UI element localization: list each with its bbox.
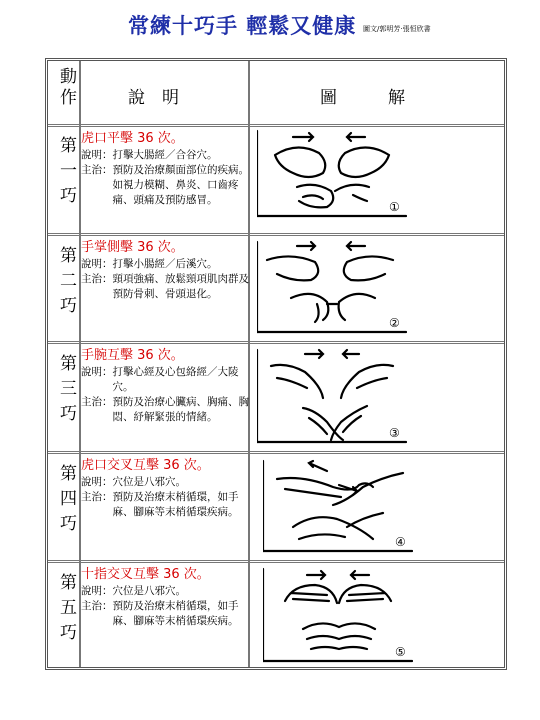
credit-line: 圖文/郭明芳‧張恒欣書 bbox=[363, 25, 431, 33]
figure-number: ④ bbox=[395, 535, 406, 549]
explain-label: 說明： bbox=[81, 258, 113, 270]
row-divider bbox=[48, 233, 504, 236]
row-description bbox=[81, 566, 249, 629]
treat-text: 預防及治療末梢循環，如手麻、腳麻等末梢循環疾病。 bbox=[112, 491, 239, 518]
figure-number: ① bbox=[389, 200, 400, 214]
row-divider bbox=[48, 560, 504, 563]
figure-number: ② bbox=[389, 316, 400, 330]
explain-label: 說明： bbox=[81, 149, 113, 161]
explain-label: 說明： bbox=[81, 366, 113, 378]
row-description bbox=[81, 457, 249, 520]
illustration-3 bbox=[257, 348, 407, 446]
row-divider bbox=[48, 124, 504, 127]
explain-text: 打擊小腸經／后溪穴。 bbox=[112, 258, 218, 270]
page-title: 常練十巧手 輕鬆又健康 bbox=[128, 14, 357, 38]
illustration-2 bbox=[257, 238, 407, 336]
treat-text: 預防及治療末梢循環，如手麻、腳麻等末梢循環疾病。 bbox=[112, 600, 239, 627]
treat-label: 主治： bbox=[81, 396, 113, 408]
action-label: 第三巧 bbox=[56, 354, 76, 429]
treat-text: 預防及治療顏面部位的疾病。如視力模糊、鼻炎、口齒疼痛、頭痛及預防感冒。 bbox=[112, 164, 249, 206]
figure-number: ⑤ bbox=[395, 645, 406, 659]
explain-text: 穴位是八邪穴。 bbox=[112, 585, 186, 597]
hands-illustration-1 bbox=[257, 129, 407, 227]
explain-text: 打擊心經及心包絡經／大陵穴。 bbox=[112, 366, 239, 393]
exercise-title: 十指交叉互擊 36 次。 bbox=[81, 567, 210, 582]
treat-label: 主治： bbox=[81, 491, 113, 503]
treat-text: 頸項強痛、放鬆頸項肌肉群及預防骨刺、骨頭退化。 bbox=[112, 273, 249, 300]
explain-text: 打擊大腸經／合谷穴。 bbox=[112, 149, 218, 161]
exercise-title: 虎口交叉互擊 36 次。 bbox=[81, 458, 210, 473]
hands-illustration-5 bbox=[263, 567, 413, 665]
hands-illustration-3 bbox=[257, 348, 407, 446]
exercise-title: 手掌側擊 36 次。 bbox=[81, 240, 184, 255]
illustration-5 bbox=[263, 567, 413, 665]
action-label: 第五巧 bbox=[56, 573, 76, 648]
illustration-1 bbox=[257, 129, 407, 227]
explain-label: 說明： bbox=[81, 585, 113, 597]
action-label: 第二巧 bbox=[56, 246, 76, 321]
row-divider bbox=[48, 341, 504, 344]
row-divider bbox=[48, 451, 504, 454]
hands-illustration-4 bbox=[263, 457, 413, 555]
header-illustration: 圖 解 bbox=[320, 88, 405, 108]
action-label: 第四巧 bbox=[56, 464, 76, 539]
explain-label: 說明： bbox=[81, 476, 113, 488]
figure-number: ③ bbox=[389, 426, 400, 440]
exercise-title: 虎口平擊 36 次。 bbox=[81, 131, 184, 146]
row-description bbox=[81, 130, 249, 208]
treat-label: 主治： bbox=[81, 164, 113, 176]
hands-illustration-2 bbox=[257, 238, 407, 336]
header-description: 說 明 bbox=[128, 88, 179, 108]
illustration-4 bbox=[263, 457, 413, 555]
treat-label: 主治： bbox=[81, 600, 113, 612]
header-action: 動作 bbox=[56, 67, 76, 109]
action-label: 第一巧 bbox=[56, 136, 76, 211]
exercise-title: 手腕互擊 36 次。 bbox=[81, 348, 184, 363]
explain-text: 穴位是八邪穴。 bbox=[112, 476, 186, 488]
row-description bbox=[81, 239, 249, 302]
treat-text: 預防及治療心臟病、胸痛、胸悶、紓解緊張的情緒。 bbox=[112, 396, 249, 423]
row-description bbox=[81, 347, 249, 425]
treat-label: 主治： bbox=[81, 273, 113, 285]
exercise-table bbox=[45, 58, 507, 670]
